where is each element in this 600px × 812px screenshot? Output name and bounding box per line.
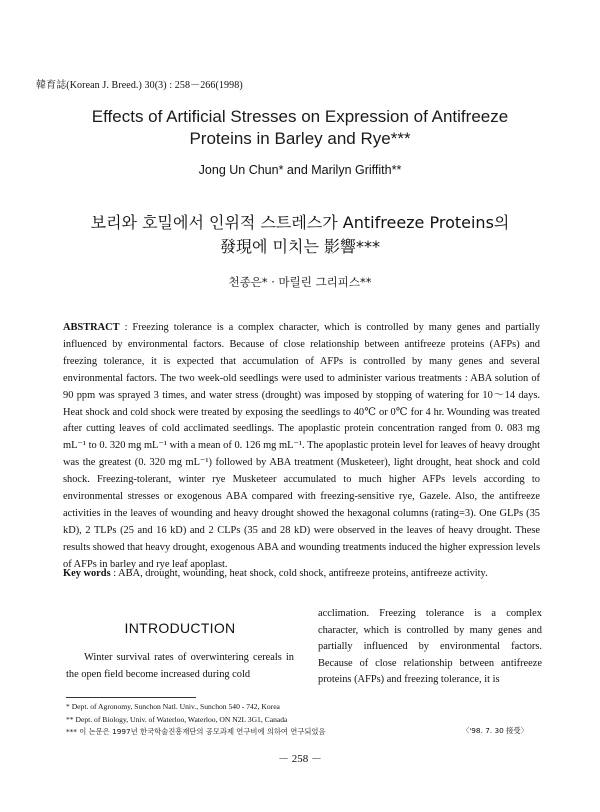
paper-title-english: [40, 106, 560, 150]
title-line-1: Effects of Artificial Stresses on Expression of Antifreeze: [91, 107, 509, 126]
footnote-divider: [66, 697, 196, 698]
introduction-paragraph-right: acclimation. Freezing tolerance is a complex character, which is controlled by many genes and partially influenced by environmental factors. Because of close relationship between antifreeze proteins (AFPs) and freezing tolerance, it is: [318, 608, 542, 685]
authors-english: Jong Un Chun* and Marilyn Griffith**: [198, 163, 402, 177]
keywords-text: : ABA, drought, wounding, heat shock, cold shock, antifreeze proteins, antifreeze activity.: [113, 568, 488, 579]
title-ko-line-2: 發現에 미치는 影響***: [220, 237, 380, 256]
footnote-funding: *** 이 논문은 1997년 한국학술진흥재단의 공모과제 연구비에 의하여 연구되었음: [66, 727, 326, 737]
page-number: － 258 －: [278, 753, 322, 765]
title-line-2: Proteins in Barley and Rye***: [189, 129, 411, 148]
footnote-affiliation-2: ** Dept. of Biology, Univ. of Waterloo, Waterloo, ON N2L 3G1, Canada: [66, 714, 288, 724]
journal-citation: 韓育誌(Korean J. Breed.) 30(3) : 258－266(1998): [36, 80, 243, 91]
abstract: [63, 320, 540, 574]
footnote-affiliation-1: * Dept. of Agronomy, Sunchon Natl. Univ., Sunchon 540 - 742, Korea: [66, 702, 280, 711]
received-date: 〈'98. 7. 30 接受〉: [461, 726, 528, 735]
title-ko-line-1: 보리와 호밀에서 인위적 스트레스가 Antifreeze Proteins의: [90, 213, 510, 232]
body-column-right: [318, 606, 542, 689]
paper-title-korean: [40, 211, 560, 259]
introduction-paragraph-left: Winter survival rates of overwintering cereals in the open field become increased during cold: [66, 652, 294, 680]
body-column-left: [66, 608, 294, 683]
section-heading-introduction: INTRODUCTION: [124, 620, 236, 636]
keywords: [63, 566, 540, 581]
keywords-label: Key words: [63, 568, 111, 579]
authors-korean: 천종은* · 마릴린 그리피스**: [228, 275, 372, 289]
abstract-text: : Freezing tolerance is a complex character, which is controlled by many genes and partially influenced by environmental factors. Because of close relationship between antifreeze proteins (AFPs) and freezing tolerance, it is expected that accumulation of AFPs is controlled by many genes and several environmental factors. The two week-old seedlings were used to administer various treatments : ABA solution of 90 ppm was sprayed 3 times, and water stress (drought) was imposed by stopping of watering for 10～14 days. Heat shock and cold shock were treated by exposing the seedlings to 40℃ or 0℃ for 4 hr. Wounding was treated after cutting leaves of cold acclimated seedlings. The apoplastic protein concentration ranged from 0. 083 mg mL⁻¹ to 0. 320 mg mL⁻¹ with a mean of 0. 126 mg mL⁻¹. The apoplastic protein level for leaves of heavy drought was the greatest (0. 320 mg mL⁻¹) followed by ABA treatment (Musketeer), light drought, heat shock and cold shock. Freezing-tolerant, winter rye Musketeer accumulated to much higher AFPs levels according to environmental stresses or exogenous ABA compared with freezing-sensitive rye, Gazele. Also, the antifreeze activities in the leaves of wounding and heavy drought showed the hexagonal columns (rating=3). One GLPs (35 kD), 2 TLPs (25 and 16 kD) and 2 CLPs (35 and 28 kD) were observed in the leaves of heavy drought. These results showed that heavy drought, exogenous ABA and wounding treatments induced the higher expression levels of AFPs in barley and rye leaf apoplast.: [63, 322, 540, 570]
abstract-label: ABSTRACT: [63, 322, 120, 333]
